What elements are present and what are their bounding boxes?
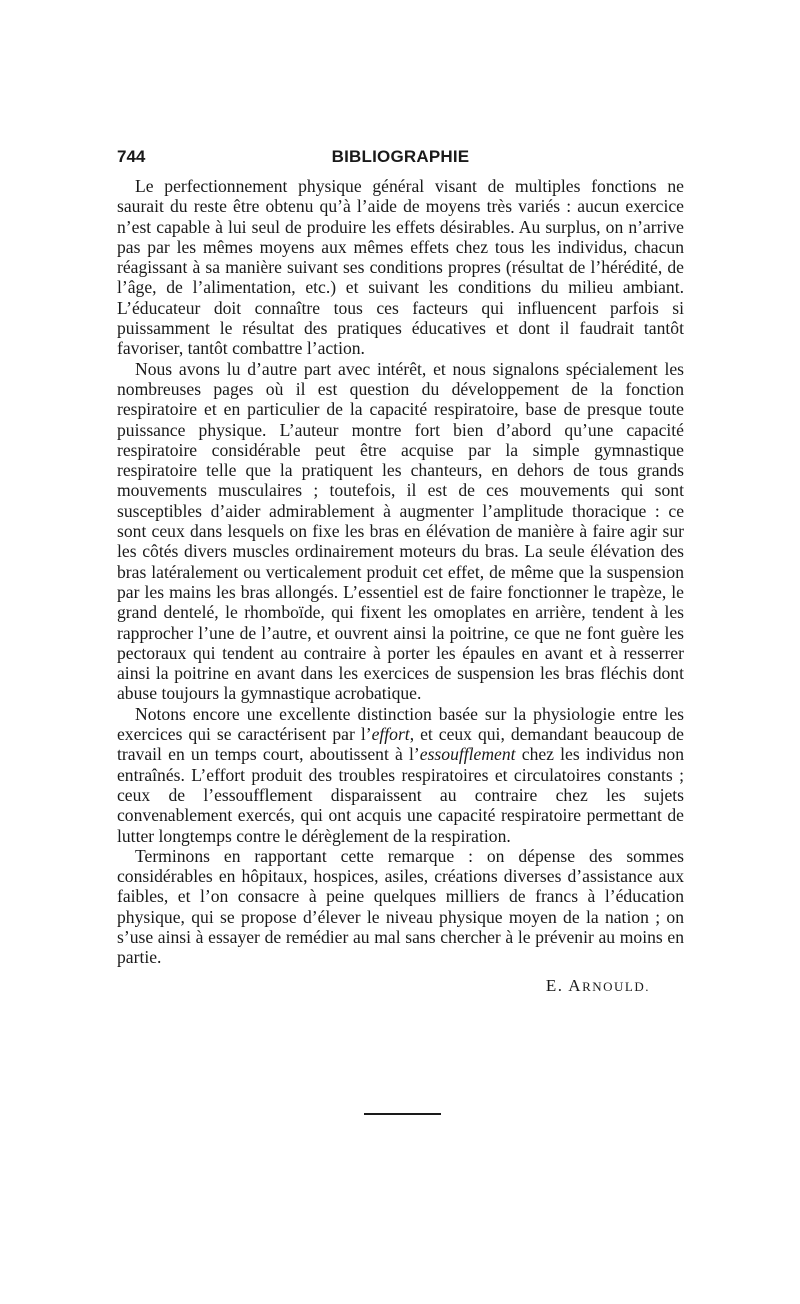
book-page [117, 0, 684, 1304]
running-title: BIBLIOGRAPHIE [331, 147, 470, 166]
signature-initial: E. [545, 975, 564, 995]
page-number: 744 [117, 147, 146, 166]
signature-surname-small-caps: RNOULD. [582, 978, 650, 994]
paragraph-perfectionnement [117, 176, 684, 359]
body-text [117, 176, 684, 997]
paragraph-effort-essoufflement [117, 704, 684, 846]
paragraph-text: Notons encore une excellente distinction basée sur la physiologie entre les exercices qui se caractérisent par l’ [117, 703, 684, 745]
paragraph-capacite-respiratoire [117, 359, 684, 704]
paragraph-conclusion [117, 846, 684, 968]
italic-term-effort: effort [371, 724, 410, 745]
paragraph-text: Terminons en rapportant cette remarque : on dépense des sommes considérables en hôpitaux, hospices, asiles, créations diverses d’assistance aux faibles, et l’on consacre à peine quelques milliers de francs à l’éducation physique, qui se propose d’élever le niveau physique moyen de la nation ; on s’use ainsi à essayer de remédier au mal sans chercher à le prévenir au moins en partie. [117, 845, 684, 968]
paragraph-text: , et ceux qui, demandant beaucoup de travail en un temps court, aboutissent à l’ [117, 724, 684, 765]
author-signature [117, 976, 684, 997]
running-head [117, 147, 684, 169]
paragraph-text: chez les individus non entraînés. L’effort produit des troubles respiratoires et circulatoires constants ; ceux de l’essoufflement disparaissent au contraire chez les sujets convenablement exercés, qui ont acquis une capacité respiratoire permettant de lutter longtemps contre le dérèglement de la respiration. [117, 744, 684, 846]
italic-term-essoufflement: essoufflement [419, 744, 516, 765]
paragraph-text: Nous avons lu d’autre part avec intérêt, et nous signalons spécialement les nombreuses pages où il est question du développement de la fonction respiratoire et en particulier de la capacité respiratoire, base de presque toute puissance physique. L’auteur montre fort bien d’abord qu’une capacité respiratoire considérable peut être acquise par la simple gymnastique respiratoire telle que la pratiquent les chanteurs, en dehors de tous grands mouvements musculaires ; toutefois, il est de ces mouvements qui sont susceptibles d’aider admirablement à augmenter l’amplitude thoracique : ce sont ceux dans lesquels on fixe les bras en élévation de manière à faire agir sur les côtés divers muscles ordinairement moteurs du bras. La seule élévation des bras latéralement ou verticalement produit cet effet, de même que la suspension par les mains les bras allongés. L’essentiel est de faire fonctionner le trapèze, le grand dentelé, le rhomboïde, qui fixent les omoplates en arrière, tendent à les rapprocher l’une de l’autre, et ouvrent ainsi la poitrine, ce que ne font guère les pectoraux qui tendent au contraire à porter les épaules en avant et à resserrer ainsi la poitrine en avant dans les exercices de suspension les bras fléchis dont abuse toujours la gymnastique acrobatique. [117, 358, 684, 704]
signature-surname-capital: A [568, 975, 583, 995]
end-rule [364, 1113, 441, 1115]
paragraph-text: Le perfectionnement physique général visant de multiples fonctions ne saurait du reste être obtenu qu’à l’aide de moyens très variés : aucun exercice n’est capable à lui seul de produire les effets désirables. Au surplus, on n’arrive pas par les mêmes moyens aux mêmes effets chez tous les individus, chacun réagissant à sa manière suivant ses conditions propres (résultat de l’hérédité, de l’âge, de l’alimentation, etc.) et suivant les conditions du milieu ambiant. L’éducateur doit connaître tous ces facteurs qui influencent parfois si puissamment le résultat des pratiques éducatives et dont il faudrait tantôt favoriser, tantôt combattre l’action. [117, 176, 684, 359]
